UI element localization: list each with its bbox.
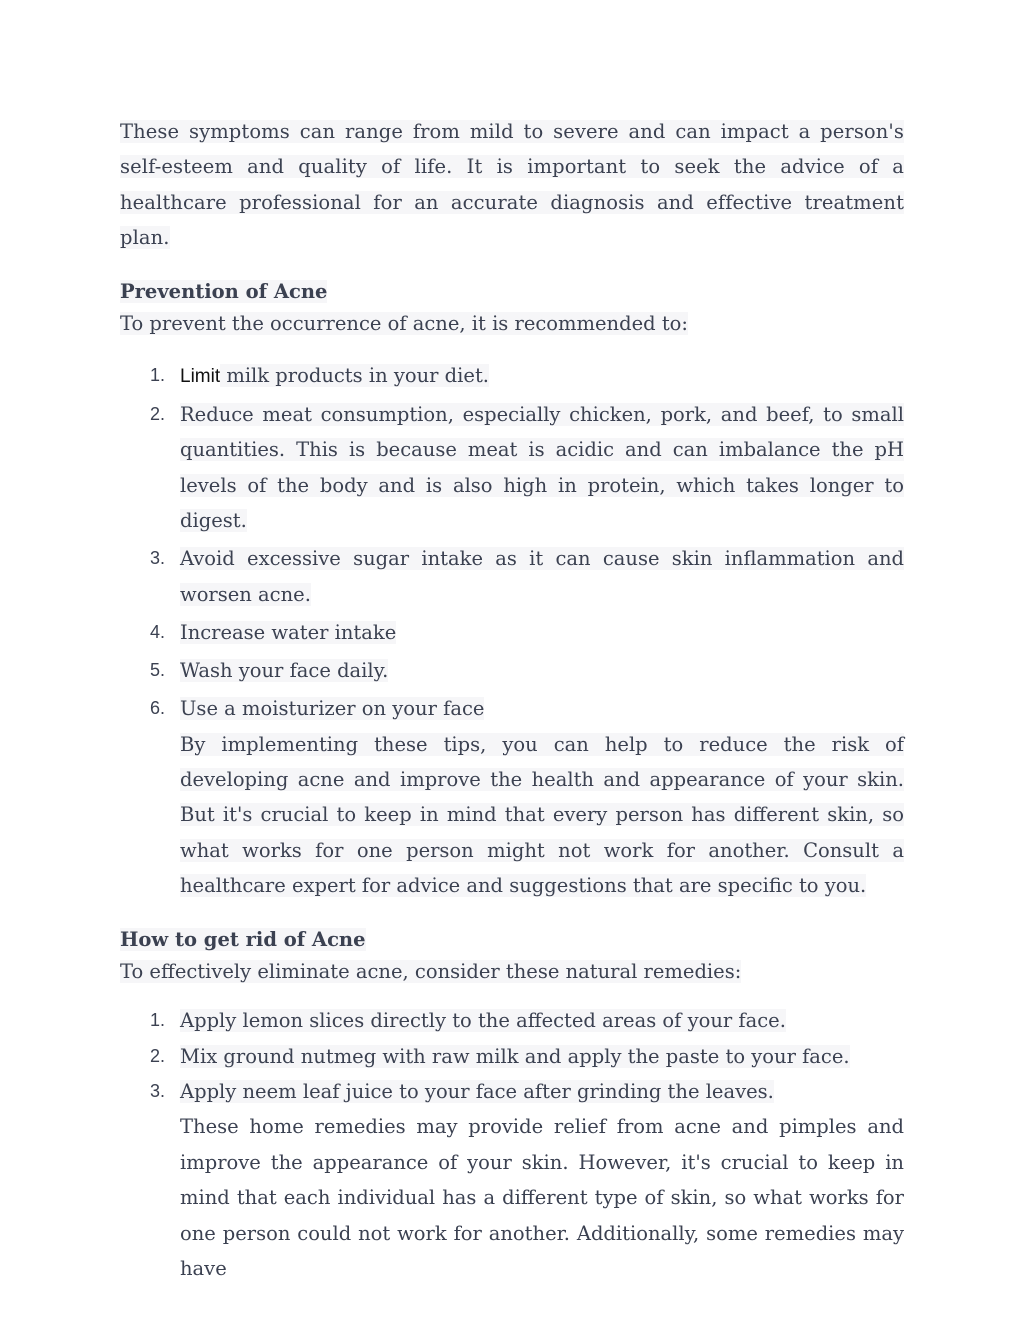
list-item-text: Reduce meat consumption, especially chicken, pork, and beef, to small quantities. This is because meat is acidic and can imbalance the pH levels of the body and is also high in protein, which takes longer to digest. [180,403,904,533]
list-item-first-word: Limit [180,366,221,388]
list-item-text: Apply neem leaf juice to your face after grinding the leaves. [180,1079,774,1103]
prevention-list [120,358,904,726]
remedies-intro: To effectively eliminate acne, consider these natural remedies: [120,959,742,983]
list-item-number: 4. [150,621,166,642]
list-item-text: Avoid excessive sugar intake as it can cause skin inflammation and worsen acne. [180,547,904,606]
list-item-text: Increase water intake [180,620,397,644]
list-item-number: 1. [150,1010,166,1031]
list-item [120,541,904,612]
list-item [120,1039,904,1074]
list-item-number: 2. [150,1045,166,1066]
list-item-number: 1. [150,365,166,386]
list-item [120,397,904,539]
list-item-number: 3. [150,1080,166,1101]
list-item [120,1003,904,1038]
remedies-heading: How to get rid of Acne [120,927,366,951]
list-item-number: 6. [150,697,166,718]
list-item-number: 5. [150,659,166,680]
list-item-number: 2. [150,404,166,425]
document-page [120,114,904,1286]
list-item-text: Use a moisturizer on your face [180,696,485,720]
list-item [120,358,904,394]
list-item [120,615,904,650]
remedies-closing: These home remedies may provide relief from acne and pimples and improve the appearance of your skin. However, it's crucial to keep in mind that each individual has a different type of skin, so what works for one person could not work for another. Additionally, some remedies may have [180,1115,904,1280]
list-item [120,1074,904,1109]
list-item-text: Apply lemon slices directly to the affected areas of your face. [180,1009,786,1033]
prevention-closing: By implementing these tips, you can help to reduce the risk of developing acne and improve the health and appearance of your skin. But it's crucial to keep in mind that every person has different skin, so what works for one person might not work for another. Consult a healthcare expert for advice and suggestions that are specific to you. [180,732,904,898]
list-item-text: Wash your face daily. [180,658,389,682]
list-item [120,691,904,726]
remedies-list [120,1003,904,1109]
list-item-text: milk products in your diet. [220,364,489,388]
prevention-intro: To prevent the occurrence of acne, it is recommended to: [120,311,688,335]
list-item-text: Mix ground nutmeg with raw milk and apply the paste to your face. [180,1044,850,1068]
intro-paragraph: These symptoms can range from mild to severe and can impact a person's self-esteem and quality of life. It is important to seek the advice of a healthcare professional for an accurate diagnosis and effective treatment plan. [120,120,904,250]
prevention-heading: Prevention of Acne [120,279,328,303]
list-item-number: 3. [150,548,166,569]
list-item [120,653,904,688]
